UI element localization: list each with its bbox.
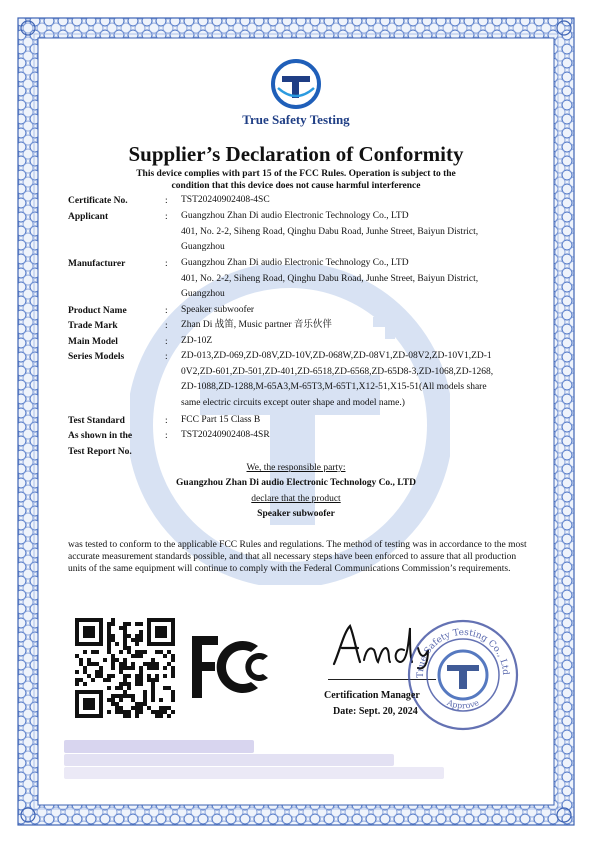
main-model-label: Main Model xyxy=(68,337,118,347)
product-name-label: Product Name xyxy=(68,306,127,316)
colon: : xyxy=(165,416,168,426)
fcc-logo xyxy=(188,632,272,702)
trade-mark-label: Trade Mark xyxy=(68,321,118,331)
series-models-line-1: ZD-013,ZD-069,ZD-08V,ZD-10V,ZD-068W,ZD-08V1,ZD-08V2,ZD-10V1,ZD-1 xyxy=(181,351,492,361)
colon: : xyxy=(165,212,168,222)
colon: : xyxy=(165,352,168,362)
applicant-name: Guangzhou Zhan Di audio Electronic Technology Co., LTD xyxy=(181,211,409,221)
applicant-address-2: Guangzhou xyxy=(181,242,225,252)
page-title: Supplier’s Declaration of Conformity xyxy=(128,142,464,166)
certification-manager-title: Certification Manager xyxy=(324,690,420,701)
seal-text-bottom: Approve xyxy=(445,698,481,711)
applicant-address-1: 401, No. 2-2, Siheng Road, Qinghu Dabu Road, Junhe Street, Baiyun District, xyxy=(181,226,479,237)
compliance-paragraph: was tested to conform to the applicable FCC Rules and regulations. The method of testing was in accordance to the most accurate measurement standards possible, and that all necessary steps have been enforced to assure that all production units of the same equipment will continue to comply with the Federal Communications Commission’s requirements. xyxy=(68,540,527,574)
manufacturer-address-1: 401, No. 2-2, Siheng Road, Qinghu Dabu Road, Junhe Street, Baiyun District, xyxy=(181,273,479,284)
applicant-value xyxy=(181,209,526,256)
seal-text-top: True Safety Testing Co., Ltd xyxy=(415,627,511,678)
signature-date: Date: Sept. 20, 2024 xyxy=(333,706,418,717)
series-models-line-2: 0V2,ZD-601,ZD-501,ZD-401,ZD-6518,ZD-6568,ZD-65D8-3,ZD-1068,ZD-1268, xyxy=(181,366,494,377)
qr-code xyxy=(73,617,177,719)
colon: : xyxy=(165,259,168,269)
colon: : xyxy=(165,337,168,347)
series-models-value xyxy=(181,349,526,411)
manufacturer-value xyxy=(181,256,526,303)
series-models-label: Series Models xyxy=(68,352,125,362)
colon: : xyxy=(165,321,168,331)
certificate-no-value: TST20240902408-4SC xyxy=(181,195,270,205)
statement-line-2: condition that this device does not cause harmful interference xyxy=(171,181,421,191)
statement-line-1: This device complies with part 15 of the FCC Rules. Operation is subject to the xyxy=(136,169,456,179)
series-models-line-4: same electric circuits except outer shape and model name.) xyxy=(181,397,405,408)
colon: : xyxy=(165,431,168,441)
fcc-compliance-statement xyxy=(100,168,492,192)
as-shown-label-2: Test Report No. xyxy=(68,447,132,457)
manufacturer-address-2: Guangzhou xyxy=(181,289,225,299)
test-standard-label: Test Standard xyxy=(68,416,125,426)
responsible-party-company: Guangzhou Zhan Di audio Electronic Technology Co., LTD xyxy=(176,478,416,488)
company-logo xyxy=(270,58,322,110)
trade-mark-value: Zhan Di 战笛, Music partner 音乐伙伴 xyxy=(181,320,332,330)
redacted-text xyxy=(64,754,394,766)
series-models-line-3: ZD-1088,ZD-1288,M-65A3,M-65T3,M-65T1,X12-51,X15-51(All models share xyxy=(181,382,487,392)
test-standard-value: FCC Part 15 Class B xyxy=(181,415,261,425)
redacted-text xyxy=(64,740,254,753)
manufacturer-name: Guangzhou Zhan Di audio Electronic Technology Co., LTD xyxy=(181,258,409,268)
applicant-label: Applicant xyxy=(68,212,109,222)
certificate-no-label: Certificate No. xyxy=(68,196,128,206)
responsible-party-intro: We, the responsible party: xyxy=(246,463,346,473)
test-report-no-value: TST20240902408-4SR xyxy=(181,430,270,440)
product-name-value: Speaker subwoofer xyxy=(181,305,255,315)
brand-name: True Safety Testing xyxy=(242,112,350,127)
approval-seal xyxy=(405,617,521,733)
declare-statement: declare that the product xyxy=(251,494,341,504)
main-model-value: ZD-10Z xyxy=(181,336,213,346)
manufacturer-label: Manufacturer xyxy=(68,259,126,269)
colon: : xyxy=(165,196,168,206)
declared-product: Speaker subwoofer xyxy=(257,509,335,519)
redacted-text xyxy=(64,767,444,779)
as-shown-label-1: As shown in the xyxy=(68,431,133,441)
colon: : xyxy=(165,306,168,316)
